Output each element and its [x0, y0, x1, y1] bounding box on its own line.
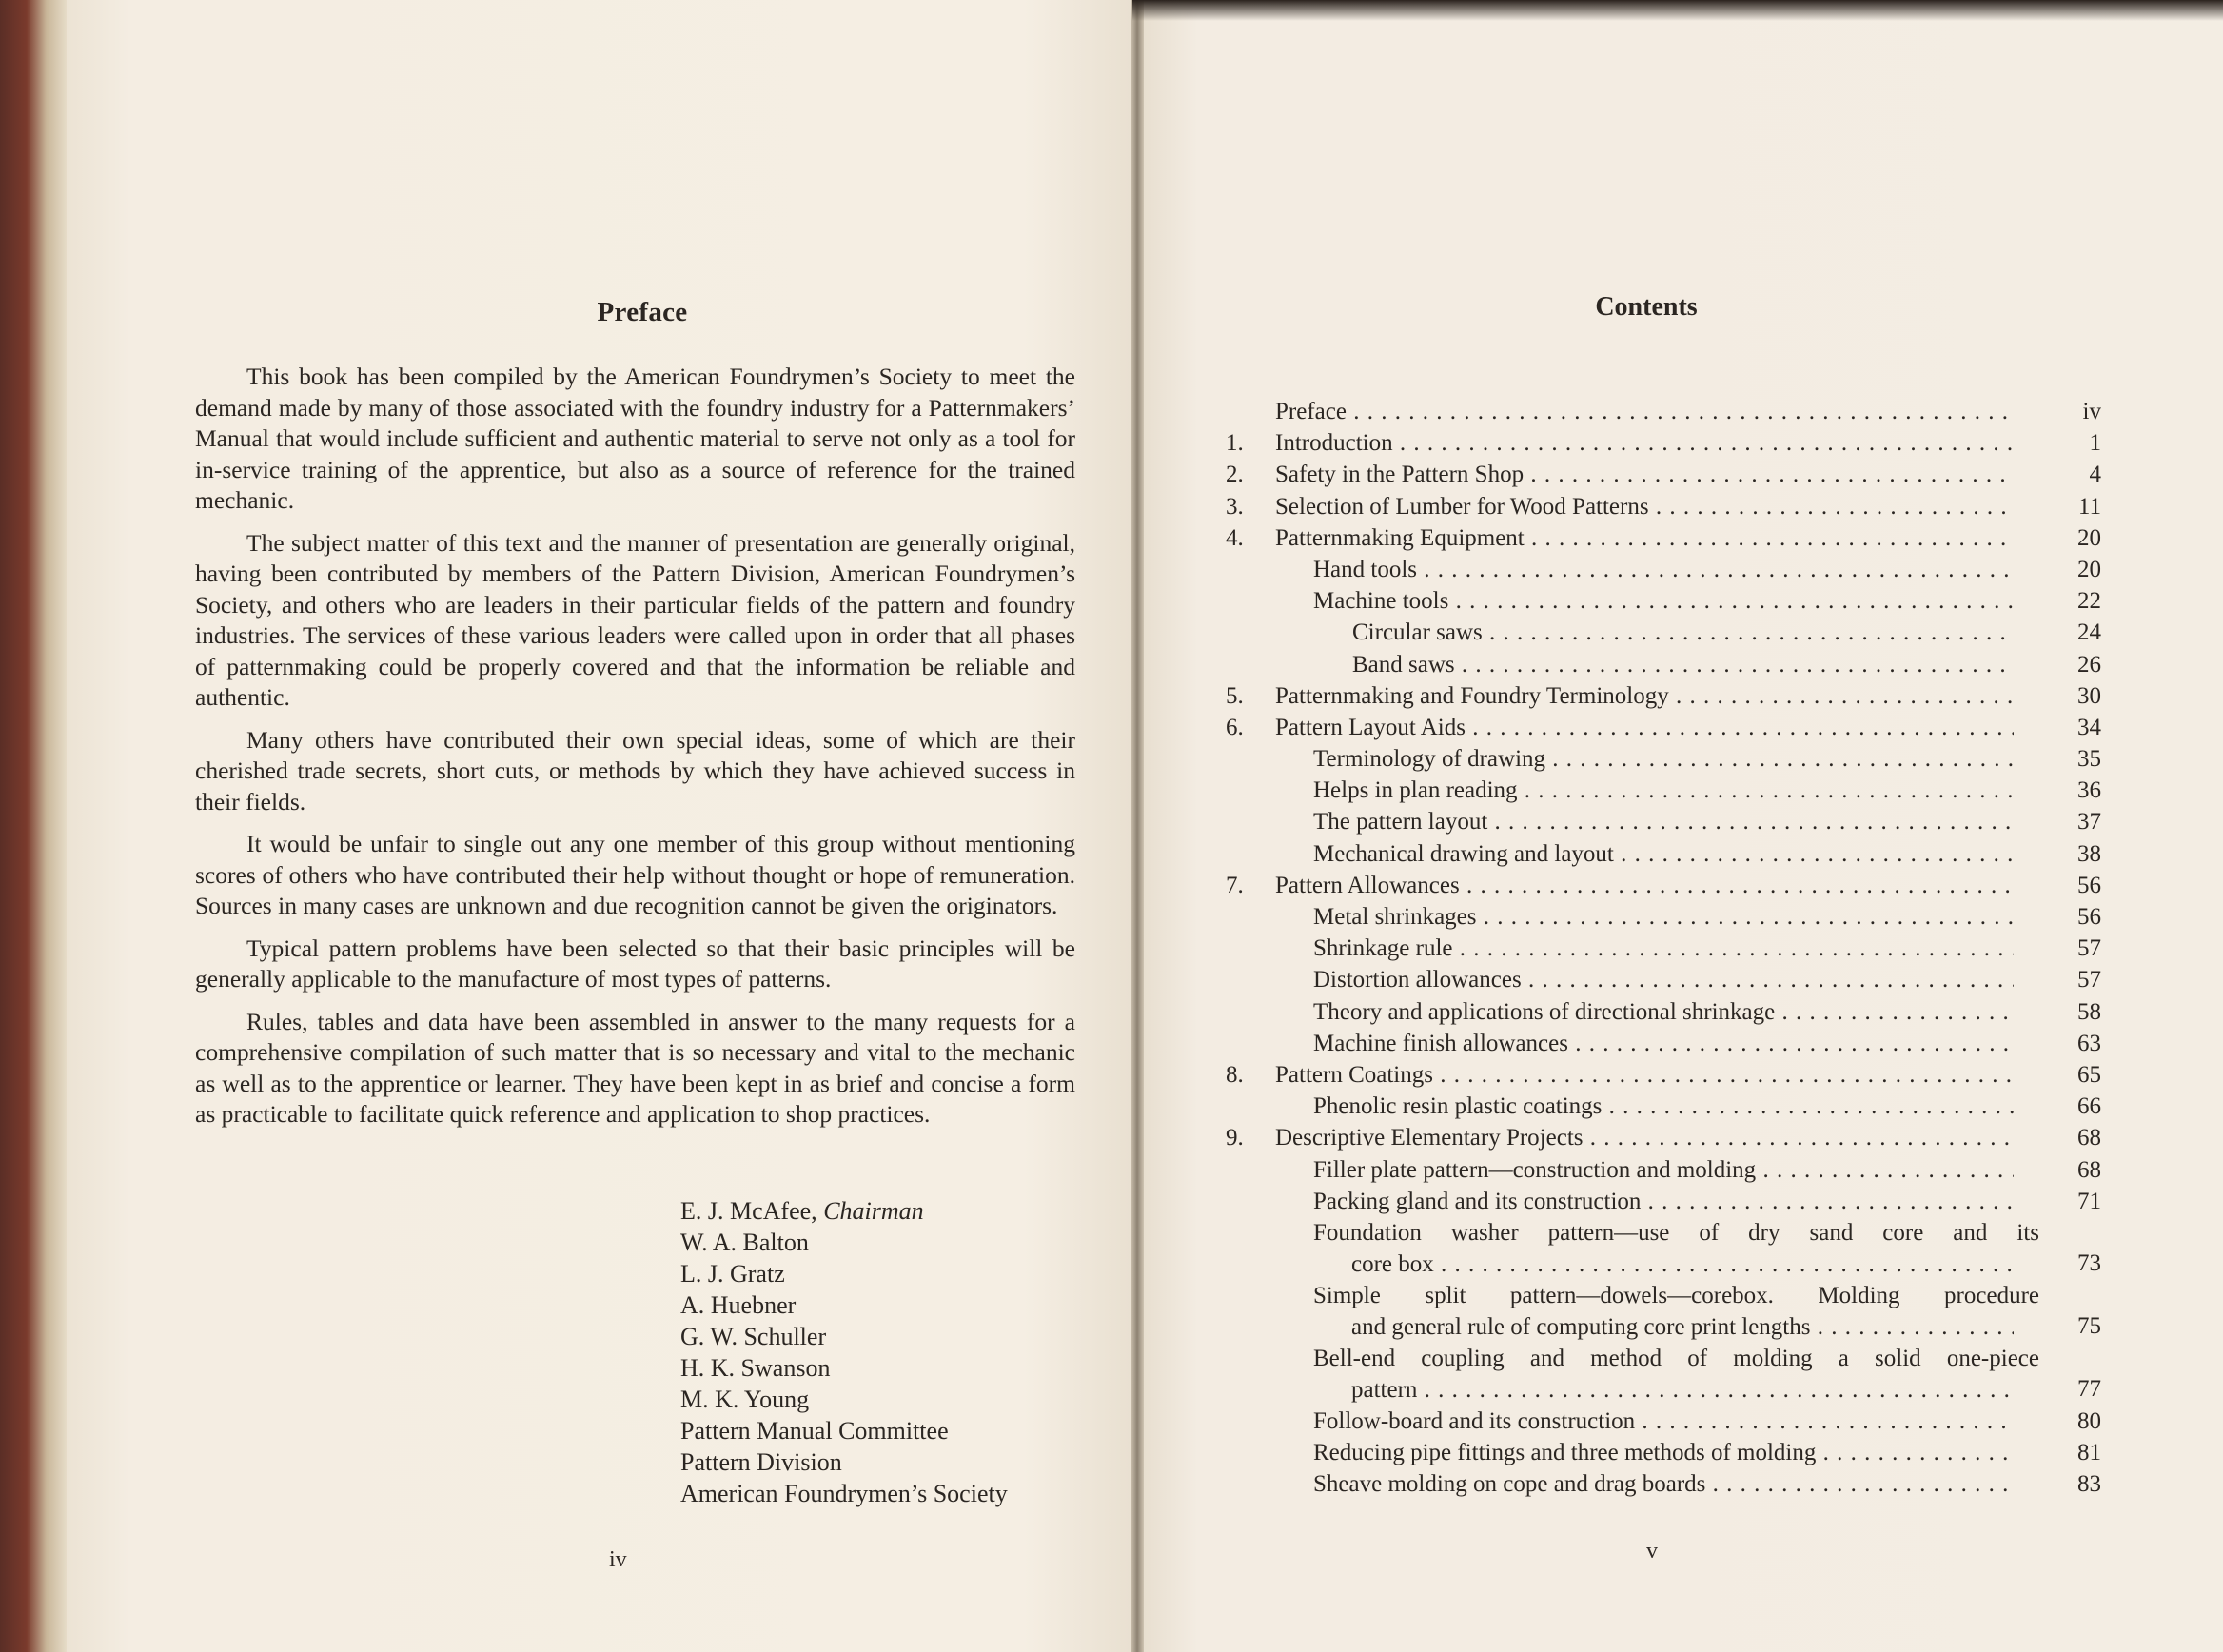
toc-title-line: Simple split pattern—dowels—corebox. Molding procedure [1313, 1282, 2039, 1308]
toc-title-line: Bell-end coupling and method of molding a solid one-piece [1313, 1345, 2039, 1371]
signer: L. J. Gratz [680, 1260, 785, 1288]
toc-title: Preface . . . [1275, 396, 2014, 427]
preface-paragraph: The subject matter of this text and the manner of presentation are generally original, having been contributed by members of the Pattern Division, American Foundrymen’s Society, and others who are leaders in their particular fields of the pattern and foundry industries. The services of these various leaders were called upon in order that all phases of patternmaking could be properly covered and that the information be reliable and authentic. [195, 528, 1075, 711]
preface-paragraph: Typical pattern problems have been selected so that their basic principles will be generally applicable to the manufacture of most types of patterns. [195, 934, 1075, 993]
toc-entry [1226, 396, 2101, 427]
toc-page: 71 [2077, 1188, 2101, 1214]
toc-entry [1226, 1437, 2101, 1468]
toc-number: 1. [1226, 430, 1244, 457]
toc-number: 2. [1226, 462, 1244, 488]
table-of-contents [1226, 396, 2101, 1500]
chairman-title: Chairman [823, 1197, 924, 1225]
signer: A. Huebner [680, 1291, 797, 1319]
toc-title: Pattern Coatings . . . [1275, 1059, 2014, 1091]
toc-title: Helps in plan reading . . . [1313, 775, 2014, 806]
preface-paragraph: It would be unfair to single out any one member of this group without mentioning scores of others who have contributed their help without thought or hope of remuneration. Sources in many cases are unknown and due recognition cannot be given the originators. [195, 830, 1075, 919]
toc-page: 66 [2077, 1093, 2101, 1120]
toc-entry [1226, 1406, 2101, 1437]
toc-number: 8. [1226, 1061, 1244, 1088]
toc-title: Shrinkage rule . . . [1313, 933, 2014, 964]
committee-name: Pattern Manual Committee [680, 1417, 949, 1445]
toc-entry [1226, 712, 2101, 743]
toc-entry [1226, 427, 2101, 459]
toc-title: Safety in the Pattern Shop . . . [1275, 459, 2014, 490]
toc-title-line: core box . . . [1313, 1249, 2014, 1280]
toc-page: 68 [2077, 1125, 2101, 1151]
toc-page: 77 [2077, 1375, 2101, 1402]
committee-signatures [680, 1195, 1008, 1509]
toc-page: 1 [2089, 430, 2101, 457]
toc-page: 26 [2077, 651, 2101, 678]
toc-title: Circular saws . . . [1352, 617, 2014, 648]
signer: M. K. Young [680, 1386, 810, 1413]
toc-entry [1226, 964, 2101, 995]
society-name: American Foundrymen’s Society [680, 1480, 1008, 1507]
book-gutter [1131, 0, 1144, 1652]
toc-title: Band saws . . . [1352, 649, 2014, 680]
toc-page: 80 [2077, 1407, 2101, 1434]
preface-paragraph: This book has been compiled by the American Foundrymen’s Society to meet the demand made by many of those associated with the foundry industry for a Patternmakers’ Manual that would include sufficient and authentic material to serve not only as a tool for in-service training of the apprentice, but also as a source of reference for the trained mechanic. [195, 363, 1075, 514]
toc-entry [1226, 649, 2101, 680]
signer: H. K. Swanson [680, 1354, 831, 1382]
toc-page: iv [2082, 399, 2101, 424]
toc-title: Descriptive Elementary Projects . . . [1275, 1122, 2014, 1153]
toc-entry [1226, 1186, 2101, 1217]
toc-entry [1226, 617, 2101, 648]
toc-title-wrapped [1313, 1343, 2039, 1406]
page-number-left: iv [609, 1547, 627, 1572]
toc-title: Filler plate pattern—construction and molding . . . [1313, 1154, 2014, 1186]
toc-title: Mechanical drawing and layout . . . [1313, 838, 2014, 870]
toc-entry [1226, 585, 2101, 617]
page-top-shadow [1132, 0, 2223, 21]
toc-title: Pattern Layout Aids . . . [1275, 712, 2014, 743]
toc-page: 20 [2077, 524, 2101, 551]
toc-page: 58 [2077, 998, 2101, 1025]
toc-page: 57 [2077, 967, 2101, 993]
toc-page: 73 [2077, 1249, 2101, 1276]
toc-entry [1226, 1059, 2101, 1091]
toc-title-wrapped [1313, 1217, 2039, 1280]
toc-page: 75 [2077, 1312, 2101, 1339]
toc-entry [1226, 459, 2101, 490]
toc-page: 24 [2077, 620, 2101, 646]
toc-title: Machine finish allowances . . . [1313, 1028, 2014, 1059]
toc-page: 35 [2077, 746, 2101, 773]
toc-title-line: pattern . . . [1313, 1374, 2014, 1406]
toc-entry [1226, 1122, 2101, 1153]
toc-number: 6. [1226, 714, 1244, 740]
toc-entry [1226, 1280, 2101, 1343]
toc-entry [1226, 775, 2101, 806]
preface-paragraph: Rules, tables and data have been assembled in answer to the many requests for a comprehensive compilation of such matter that is so necessary and vital to the mechanic as well as to the apprentice or learner. They have been kept in as brief and concise a form as practicable to facilitate quick reference and application to shop practices. [195, 1007, 1075, 1128]
toc-entry [1226, 1217, 2101, 1280]
toc-title: Reducing pipe fittings and three methods of molding . . . [1313, 1437, 2014, 1468]
toc-page: 65 [2077, 1061, 2101, 1088]
signer: G. W. Schuller [680, 1323, 827, 1350]
toc-title: Distortion allowances . . . [1313, 964, 2014, 995]
toc-entry [1226, 1091, 2101, 1122]
toc-entry [1226, 806, 2101, 837]
toc-title: Patternmaking Equipment . . . [1275, 522, 2014, 554]
toc-page: 68 [2077, 1156, 2101, 1183]
toc-entry [1226, 680, 2101, 712]
toc-page: 4 [2089, 462, 2101, 488]
signer-chairman [680, 1195, 1008, 1227]
signer: W. A. Balton [680, 1229, 809, 1256]
book-cover-edge [0, 0, 67, 1652]
preface-paragraph: Many others have contributed their own special ideas, some of which are their cherished trade secrets, short cuts, or methods by which they have achieved success in their fields. [195, 725, 1075, 816]
toc-entry [1226, 522, 2101, 554]
toc-title: Follow-board and its construction . . . [1313, 1406, 2014, 1437]
toc-entry [1226, 1154, 2101, 1186]
toc-page: 38 [2077, 840, 2101, 867]
toc-page: 56 [2077, 872, 2101, 898]
toc-number: 7. [1226, 872, 1244, 898]
toc-entry [1226, 870, 2101, 901]
toc-entry [1226, 1028, 2101, 1059]
toc-entry [1226, 1343, 2101, 1406]
chairman-name: E. J. McAfee, [680, 1197, 817, 1225]
toc-entry [1226, 933, 2101, 964]
toc-title-wrapped [1313, 1280, 2039, 1343]
toc-title: Introduction . . . [1275, 427, 2014, 459]
preface-body [195, 362, 1075, 1142]
toc-title: Packing gland and its construction . . . [1313, 1186, 2014, 1217]
division-name: Pattern Division [680, 1448, 842, 1476]
toc-title: Phenolic resin plastic coatings . . . [1313, 1091, 2014, 1122]
toc-page: 22 [2077, 588, 2101, 615]
toc-entry [1226, 743, 2101, 775]
toc-number: 5. [1226, 682, 1244, 709]
toc-title: Selection of Lumber for Wood Patterns . . . [1275, 491, 2014, 522]
toc-number: 4. [1226, 524, 1244, 551]
toc-entry [1226, 838, 2101, 870]
toc-entry [1226, 491, 2101, 522]
toc-title: Metal shrinkages . . . [1313, 901, 2014, 933]
toc-title: Machine tools . . . [1313, 585, 2014, 617]
toc-entry [1226, 996, 2101, 1028]
toc-number: 3. [1226, 493, 1244, 520]
page-number-right: v [1646, 1539, 1658, 1564]
toc-page: 57 [2077, 935, 2101, 962]
toc-page: 83 [2077, 1471, 2101, 1498]
toc-page: 81 [2077, 1440, 2101, 1466]
toc-number: 9. [1226, 1125, 1244, 1151]
toc-title: Pattern Allowances . . . [1275, 870, 2014, 901]
toc-title: Terminology of drawing . . . [1313, 743, 2014, 775]
toc-page: 11 [2077, 493, 2101, 520]
toc-entry [1226, 901, 2101, 933]
toc-entry [1226, 554, 2101, 585]
toc-page: 34 [2077, 714, 2101, 740]
contents-title: Contents [1595, 292, 1698, 322]
toc-title: Patternmaking and Foundry Terminology . . . [1275, 680, 2014, 712]
preface-title: Preface [597, 297, 688, 327]
toc-page: 30 [2077, 682, 2101, 709]
toc-title: Sheave molding on cope and drag boards . . . [1313, 1468, 2014, 1500]
toc-title: The pattern layout . . . [1313, 806, 2014, 837]
toc-entry [1226, 1468, 2101, 1500]
toc-title-line: Foundation washer pattern—use of dry sand core and its [1313, 1219, 2039, 1246]
toc-page: 37 [2077, 809, 2101, 836]
toc-page: 20 [2077, 556, 2101, 582]
toc-title: Theory and applications of directional shrinkage . . . [1313, 996, 2014, 1028]
toc-page: 56 [2077, 904, 2101, 930]
toc-title: Hand tools . . . [1313, 554, 2014, 585]
toc-page: 63 [2077, 1030, 2101, 1056]
toc-page: 36 [2077, 777, 2101, 804]
toc-title-line: and general rule of computing core print lengths . . . [1313, 1311, 2014, 1343]
